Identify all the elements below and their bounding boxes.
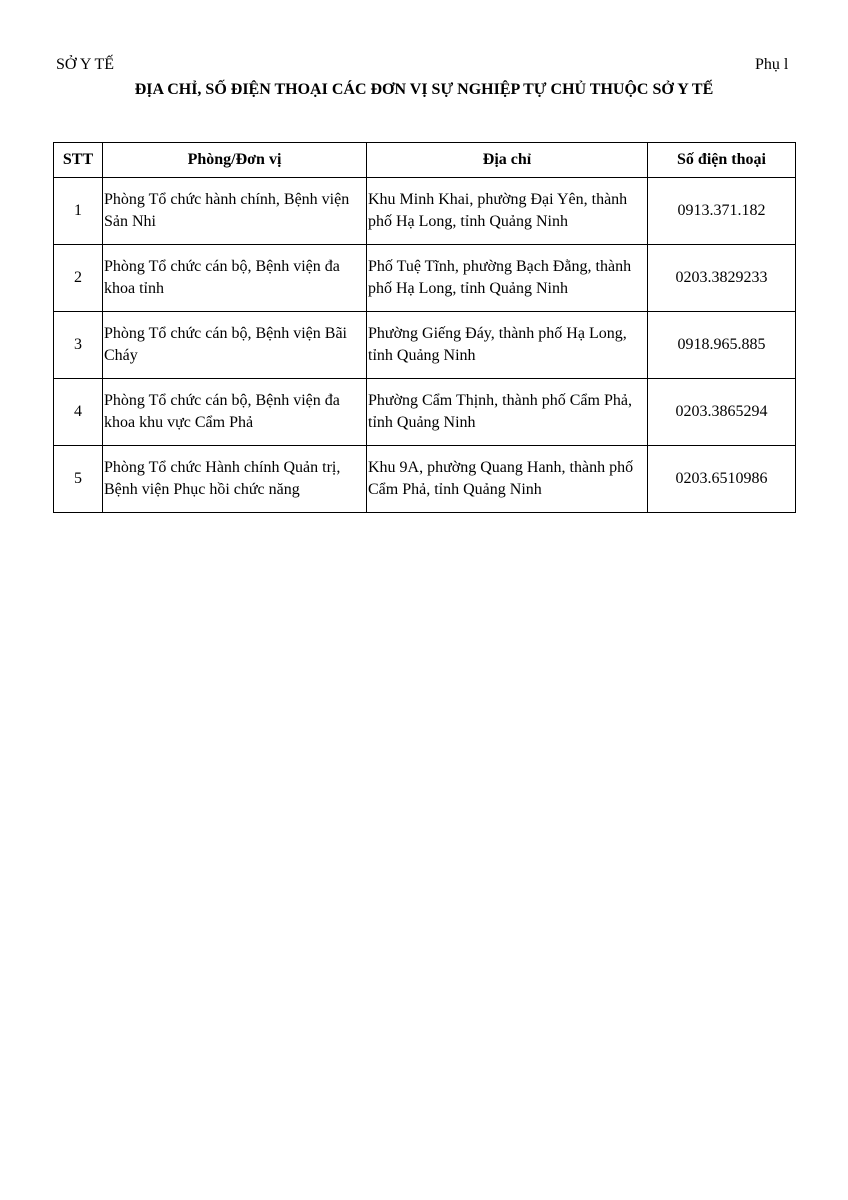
units-table (53, 142, 796, 513)
address-cell: Phố Tuệ Tĩnh, phường Bạch Đằng, thành phố Hạ Long, tỉnh Quảng Ninh (367, 245, 648, 312)
unit-cell: Phòng Tổ chức cán bộ, Bệnh viện Bãi Cháy (103, 312, 367, 379)
column-header-phone: Số điện thoại (648, 143, 796, 178)
phone-cell: 0918.965.885 (648, 312, 796, 379)
phone-cell: 0203.3865294 (648, 379, 796, 446)
address-cell: Khu 9A, phường Quang Hanh, thành phố Cẩm Phả, tỉnh Quảng Ninh (367, 446, 648, 513)
stt-cell: 3 (54, 312, 103, 379)
address-cell: Phường Cẩm Thịnh, thành phố Cẩm Phả, tỉnh Quảng Ninh (367, 379, 648, 446)
unit-cell: Phòng Tổ chức cán bộ, Bệnh viện đa khoa khu vực Cẩm Phả (103, 379, 367, 446)
phone-cell: 0203.3829233 (648, 245, 796, 312)
table-row (54, 446, 796, 513)
unit-cell: Phòng Tổ chức Hành chính Quản trị, Bệnh viện Phục hồi chức năng (103, 446, 367, 513)
table-row (54, 312, 796, 379)
department-name: SỞ Y TẾ (56, 56, 115, 73)
table-header-row (54, 143, 796, 178)
phone-cell: 0203.6510986 (648, 446, 796, 513)
table-row (54, 178, 796, 245)
address-cell: Khu Minh Khai, phường Đại Yên, thành phố Hạ Long, tỉnh Quảng Ninh (367, 178, 648, 245)
column-header-address: Địa chỉ (367, 143, 648, 178)
column-header-unit: Phòng/Đơn vị (103, 143, 367, 178)
unit-cell: Phòng Tổ chức cán bộ, Bệnh viện đa khoa tỉnh (103, 245, 367, 312)
phone-cell: 0913.371.182 (648, 178, 796, 245)
address-cell: Phường Giếng Đáy, thành phố Hạ Long, tỉnh Quảng Ninh (367, 312, 648, 379)
stt-cell: 2 (54, 245, 103, 312)
appendix-label: Phụ l (755, 56, 789, 73)
unit-cell: Phòng Tổ chức hành chính, Bệnh viện Sản Nhi (103, 178, 367, 245)
stt-cell: 5 (54, 446, 103, 513)
table-row (54, 379, 796, 446)
table-row (54, 245, 796, 312)
stt-cell: 4 (54, 379, 103, 446)
stt-cell: 1 (54, 178, 103, 245)
document-title: ĐỊA CHỈ, SỐ ĐIỆN THOẠI CÁC ĐƠN VỊ SỰ NGHIỆP TỰ CHỦ THUỘC SỞ Y TẾ (134, 81, 714, 98)
column-header-stt: STT (54, 143, 103, 178)
